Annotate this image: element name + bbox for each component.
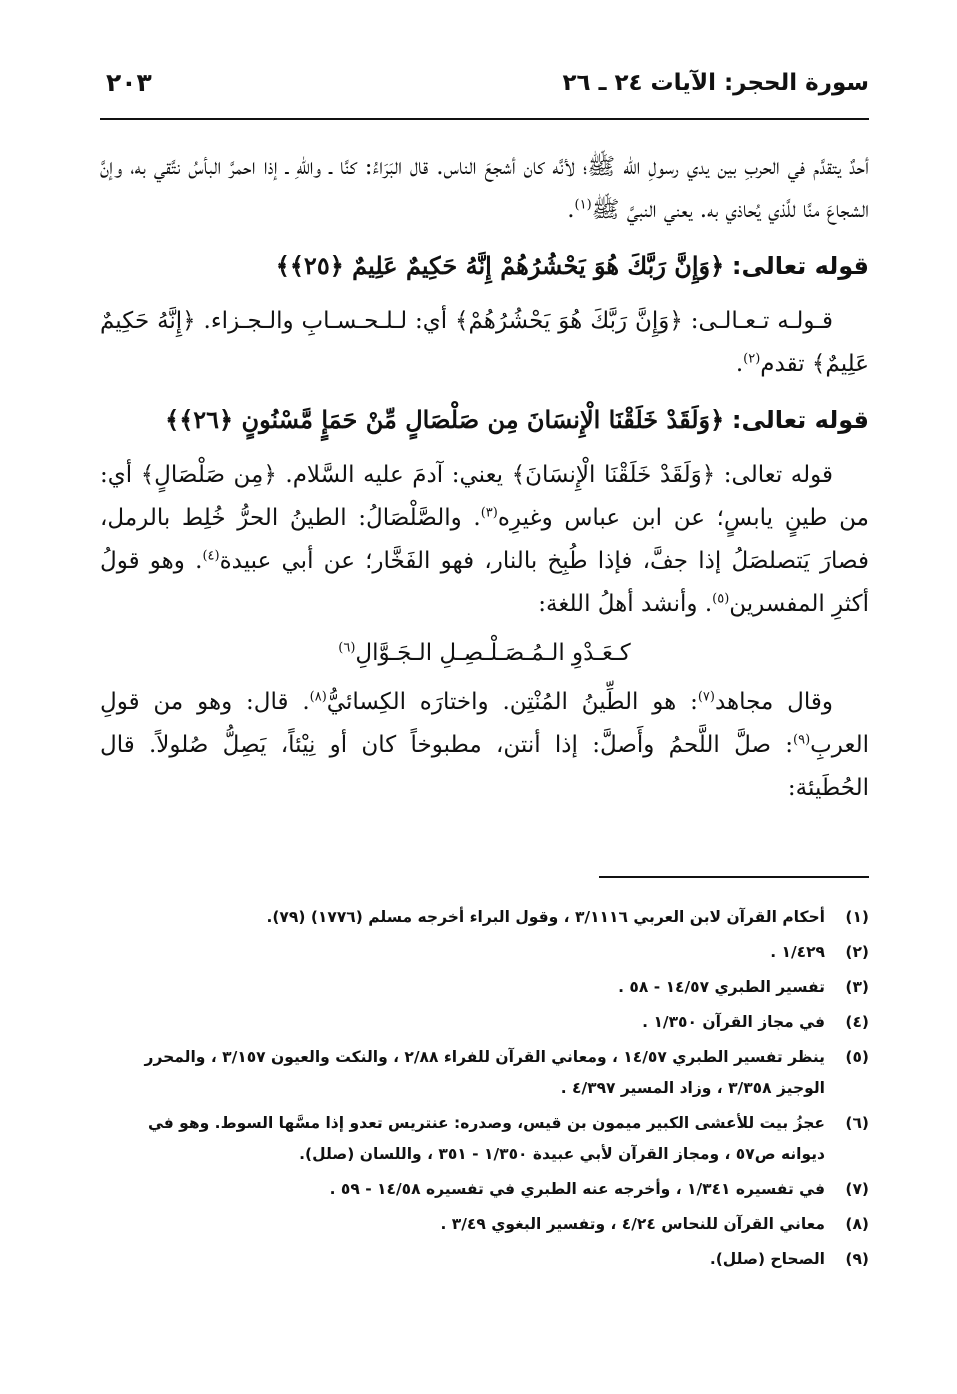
footnote-item [100, 1007, 869, 1038]
footnote-text: الصحاح (صلل). [709, 1250, 825, 1268]
paragraph-4: وقال مجاهد$^{(٧)}$: هو الطِّينُ المُنْتِن. واختارَه الكِسائيُّ$^{(٨)}$. قال: وهو من قولِ العربِ$^{(٩)}$: صلَّ اللَّحمُ وأَصلَّ: إذا أنتن، مطبوخاً كان أو نِيْئاً، يَصِلُّ صُلولاً. قال الحُطَيئة: [100, 689, 869, 801]
ayah-text: ﴿وَلَقَدْ خَلَقْنَا الْإِنسَانَ مِن صَلْصَالٍ مِّنْ حَمَإٍ مَّسْنُونٍ ﴿٢٦﴾﴾ [165, 405, 725, 434]
footnote-item [100, 1209, 869, 1240]
footnote-text: أحكام القرآن لابن العربي ٣/١١١٦ ، وقول البراء أخرجه مسلم (١٧٧٦) (٧٩). [266, 908, 825, 926]
paragraph-2: قـولـه تـعـالـى: ﴿وَإِنَّ رَبَّكَ هُوَ يَحْشُرُهُمْ﴾ أي: لـلـحـسـابِ والـجـزاء. ﴿إِنَّهُ حَكِيمٌ عَلِيمٌ﴾ تقدم$^{(٢)}$. [100, 308, 869, 377]
footnote-number: (٢) [845, 943, 869, 961]
footnote-ref-5: (٥) [712, 591, 730, 607]
running-title: سورة الحجر: الآيات ٢٤ ـ ٢٦ [562, 70, 869, 96]
footnote-item [100, 902, 869, 933]
footnote-text: ينظر تفسير الطبري ١٤/٥٧ ، ومعاني القرآن للفراء ٢/٨٨ ، والنكت والعيون ٣/١٥٧ ، والمحرر الوجيز ٣/٣٥٨ ، وزاد المسير ٤/٣٩٧ . [144, 1048, 825, 1097]
footnote-item [100, 972, 869, 1003]
footnote-text: عجزُ بيت للأعشى الكبير ميمون بن قيس، وصدره: عنتريس تعدو إذا مسَّها السوط. وهو في ديوانه ص٥٧ ، ومجاز القرآن لأبي عبيدة ١/٣٥٠ - ٣٥١ ، واللسان (صلل). [147, 1114, 825, 1163]
page-header [100, 62, 869, 112]
footnote-text: في تفسيره ١/٣٤١ ، وأخرجه عنه الطبري في تفسيره ١٤/٥٨ - ٥٩ . [329, 1180, 825, 1198]
poetry-verse: كـعَـدْوِ الـمُـصَـلْـصِـلِ الـجَـوَّالِ$^{(٦)}$ [338, 640, 631, 666]
footnote-number: (٧) [845, 1180, 869, 1198]
footnote-number: (٨) [845, 1215, 869, 1233]
main-text [100, 146, 869, 810]
footnote-text: معاني القرآن للنحاس ٤/٢٤ ، وتفسير البغوي ٣/٤٩ . [440, 1215, 825, 1233]
footnote-number: (١) [845, 908, 869, 926]
footnote-number: (٥) [845, 1048, 869, 1066]
footnotes [100, 902, 869, 1279]
footnote-item [100, 1244, 869, 1275]
footnote-ref-3: (٣) [480, 505, 498, 521]
footnote-number: (٩) [845, 1250, 869, 1268]
ayah-heading-label: قوله تعالى: [731, 406, 869, 434]
header-rule [100, 118, 869, 120]
footnote-number: (٣) [845, 978, 869, 996]
ayah-text: ﴿وَإِنَّ رَبَّكَ هُوَ يَحْشُرُهُمْ إِنَّهُ حَكِيمٌ عَلِيمٌ ﴿٢٥﴾﴾ [275, 251, 725, 280]
footnote-ref-1: (١) [574, 197, 592, 213]
paragraph-3: قوله تعالى: ﴿وَلَقَدْ خَلَقْنَا الْإِنسَانَ﴾ يعني: آدمَ عليه السَّلام. ﴿مِن صَلْصَالٍ﴾ أي: من طينٍ يابسٍ؛ عن ابن عباس وغيرِه$^{(٣)}$. والصَّلْصَالُ: الطينُ الحرُّ خُلِط بالرمل، فصارَ يَتصلصَلُ إذا جفَّ، فإذا طُبِخ بالنار، فهو الفَخَّار؛ عن أبي عبيدة$^{(٤)}$. وهو قولُ أكثرِ المفسرين$^{(٥)}$. وأنشد أهلُ اللغة: [100, 462, 869, 617]
page-number: ٢٠٣ [106, 68, 152, 97]
footnote-number: (٦) [845, 1114, 869, 1132]
paragraph-1: أحدٌ يتقدَّم في الحربِ بين يدي رسولِ الله ﷺ؛ لأنَّه كان أشجعَ الناس. قال البَرَاءُ: كنَّا ـ واللهِ ـ إذا احمرَّ البأسُ نتَّقي به، وإنَّ الشجاعَ منَّا للَّذي يُحاذي به. يعني النبيَّ ﷺ$^{(١)}$. [100, 154, 869, 223]
footnote-separator [599, 876, 869, 878]
footnote-item [100, 1174, 869, 1205]
footnote-ref-2: (٢) [743, 351, 761, 367]
ayah-heading-label: قوله تعالى: [731, 252, 869, 280]
footnote-ref-6: (٦) [338, 640, 356, 656]
footnote-ref-4: (٤) [202, 548, 220, 564]
ayah-heading-25 [100, 244, 869, 288]
footnote-text: تفسير الطبري ١٤/٥٧ - ٥٨ . [618, 978, 825, 996]
footnote-item [100, 1108, 869, 1170]
ayah-heading-26 [100, 398, 869, 442]
footnote-ref-8: (٨) [309, 689, 327, 705]
footnote-item [100, 937, 869, 968]
footnote-number: (٤) [845, 1013, 869, 1031]
footnote-ref-9: (٩) [793, 732, 811, 748]
footnote-text: ١/٤٢٩ . [770, 943, 825, 961]
footnote-item [100, 1042, 869, 1104]
footnote-ref-7: (٧) [697, 689, 715, 705]
footnote-text: في مجاز القرآن ١/٣٥٠ . [642, 1013, 825, 1031]
